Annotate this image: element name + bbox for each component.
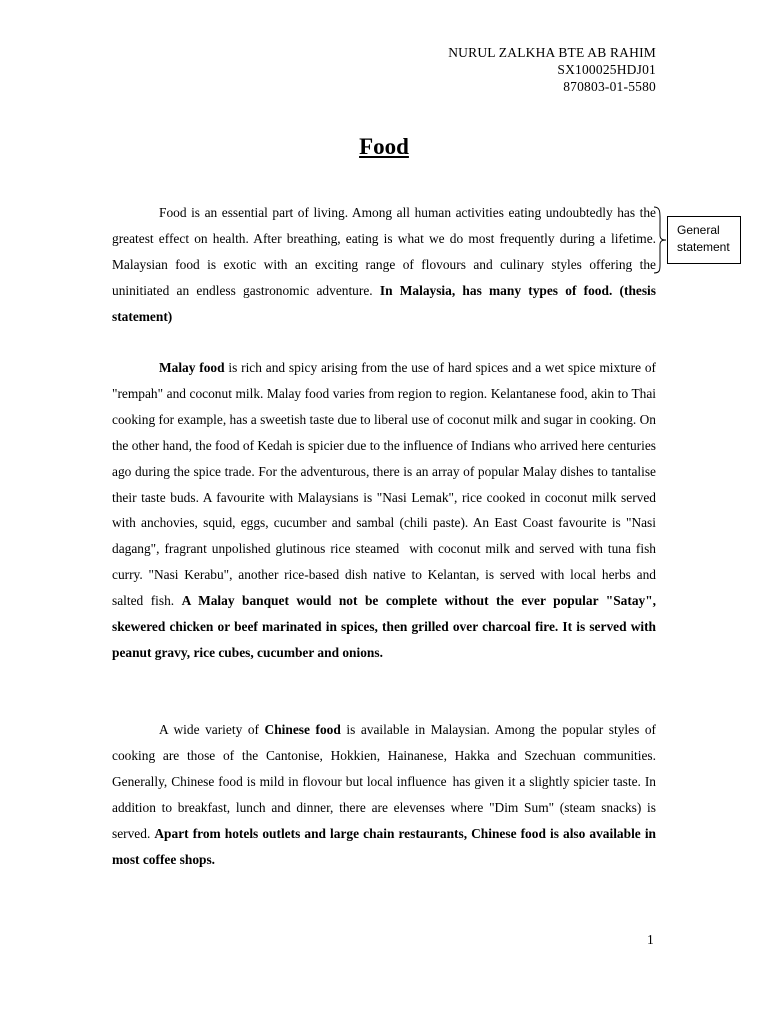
ic-number: 870803-01-5580 [563,79,656,94]
chinese-food-text-b: is available in Malaysian. Among the popular styles of cooking are those of the Cantonise, Hokkien, Hainanese, Hakka and Szechuan communities. Generally, Chinese food is mild in flovour but local influence [112,722,657,789]
intro-text: Food is an essential part of living. Among all human activities eating undoubtedly has the greatest effect on health. After breathing, eating is what we do most frequently during a lifetime. Malaysian food is exotic with an exciting range of flovours and culinary styles offering the uninitiated an endless gastronomic adventure. [112,205,656,298]
callout-line-2: statement [677,240,730,254]
paragraph-chinese-food [112,717,656,872]
paragraph-introduction [112,200,656,330]
page-title: Food [359,134,409,159]
author-name: NURUL ZALKHA BTE AB RAHIM [448,45,656,60]
satay-sentence: A Malay banquet would not be complete without the ever popular "Satay", skewered chicken or beef marinated in spices, then grilled over charcoal fire. It is served with peanut gravy, rice cubes, cucumber and onions. [112,593,656,660]
author-header [448,44,656,95]
curly-brace-icon [653,205,667,275]
callout-line-1: General [677,223,720,237]
thesis-statement: In Malaysia, has many types of food. (thesis statement) [112,282,656,324]
malay-food-heading: Malay food [159,360,225,375]
chinese-food-heading: Chinese food [264,722,341,737]
coffee-shops-sentence: Apart from hotels outlets and large chain restaurants, Chinese food is also available in most coffee shops. [112,825,656,867]
general-statement-callout [667,216,741,264]
malay-food-text-a: is rich and spicy arising from the use of hard spices and a wet spice mixture of "rempah" and coconut milk. Malay food varies from region to region. Kelantanese food, akin to Thai cooking for example, has a sweetish taste due to liberal use of coconut milk and sugar in cooking. On the other hand, the food of Kedah is spicier due to the influence of Indians who arrived here centuries ago during the spice trade. For the adventurous, there is an array of popular Malay dishes to tantalise their taste buds. A favourite with Malaysians is "Nasi Lemak", rice cooked in coconut milk served with anchovies, squid, eggs, cucumber and sambal (chili paste). An East Coast favourite is "Nasi dagang", fragrant unpolished glutinous rice steamed [112,360,657,557]
paragraph-malay-food [112,355,656,666]
malay-food-text-b: with coconut milk and served with tuna fish curry. "Nasi Kerabu", another rice-based dish native to Kelantan, is served with local herbs and salted fish. [112,541,656,609]
chinese-food-text-a: A wide variety of [159,722,265,737]
chinese-food-text-c: has given it a slightly spicier taste. In addition to breakfast, lunch and dinner, there are elevenses where "Dim Sum" (steam snacks) is served. [112,773,656,841]
page-number: 1 [647,932,654,947]
student-id: SX100025HDJ01 [557,62,656,77]
